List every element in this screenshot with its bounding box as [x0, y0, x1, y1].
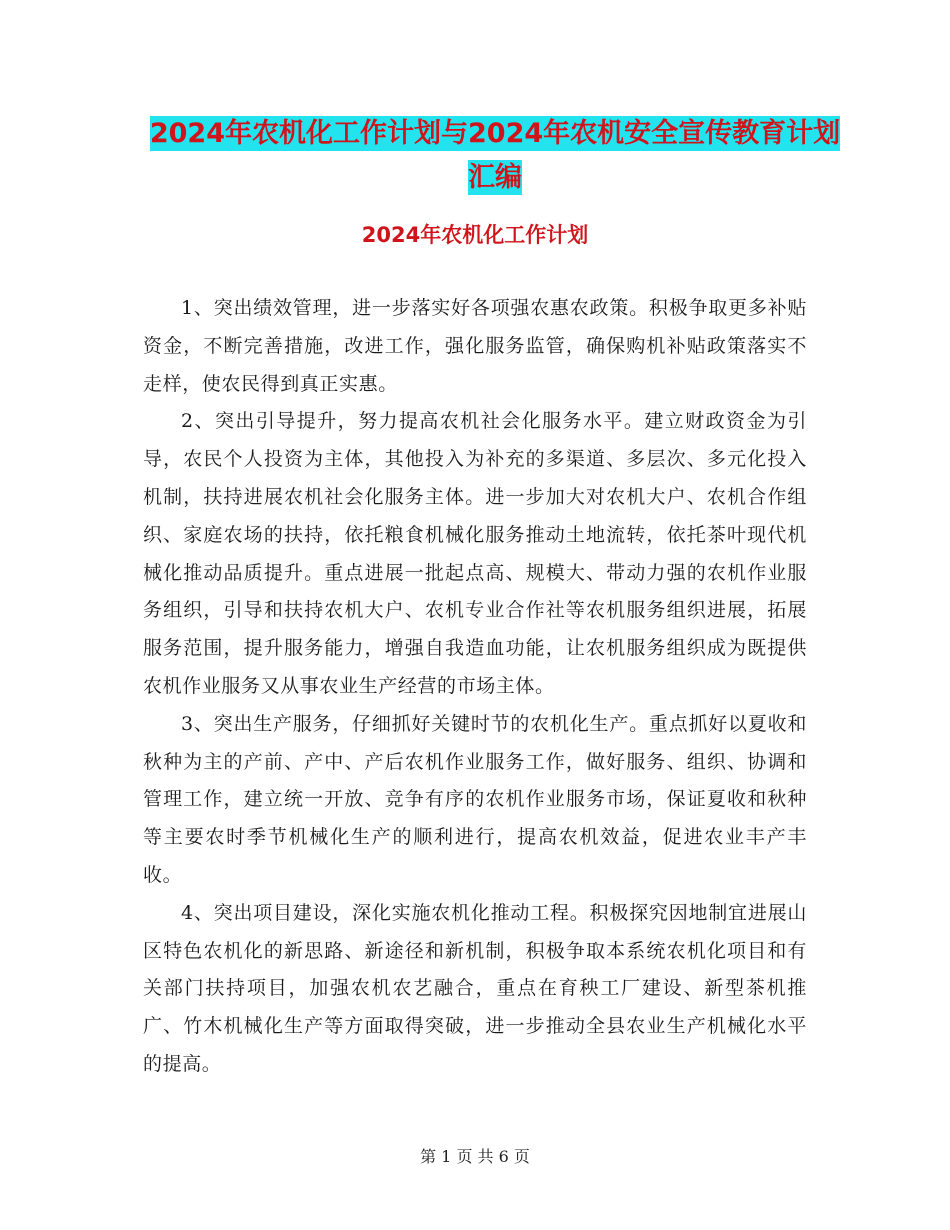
- section-title: 2024年农机化工作计划: [361, 223, 589, 247]
- paragraph-4: 4、突出项目建设，深化实施农机化推动工程。积极探究因地制宜进展山区特色农机化的新思路、新途径和新机制，积极争取本系统农机化项目和有关部门扶持项目，加强农机农艺融合，重点在育秧工厂建设、新型茶机推广、竹木机械化生产等方面取得突破，进一步推动全县农业生产机械化水平的提高。: [143, 901, 807, 1075]
- page-footer: [0, 1146, 950, 1168]
- paragraph-1: 1、突出绩效管理，进一步落实好各项强农惠农政策。积极争取更多补贴资金，不断完善措施，改进工作，强化服务监管，确保购机补贴政策落实不走样，使农民得到真正实惠。: [143, 297, 807, 395]
- document-title: [140, 112, 850, 200]
- paragraph-2: 2、突出引导提升，努力提高农机社会化服务水平。建立财政资金为引导，农民个人投资为主体，其他投入为补充的多渠道、多层次、多元化投入机制，扶持进展农机社会化服务主体。进一步加大对农机大户、农机合作组织、家庭农场的扶持，依托粮食机械化服务推动土地流转，依托茶叶现代机械化推动品质提升。重点进展一批起点高、规模大、带动力强的农机作业服务组织，引导和扶持农机大户、农机专业合作社等农机服务组织进展，拓展服务范围，提升服务能力，增强自我造血功能，让农机服务组织成为既提供农机作业服务又从事农业生产经营的市场主体。: [143, 410, 807, 697]
- page-number: 第 1 页 共 6 页: [420, 1147, 530, 1166]
- document-body: [143, 290, 807, 1084]
- document-title-text: 2024年农机化工作计划与2024年农机安全宣传教育计划汇编: [149, 118, 841, 193]
- paragraph-3: 3、突出生产服务，仔细抓好关键时节的农机化生产。重点抓好以夏收和秋种为主的产前、产中、产后农机作业服务工作，做好服务、组织、协调和管理工作，建立统一开放、竞争有序的农机作业服务市场，保证夏收和秋种等主要农时季节机械化生产的顺利进行，提高农机效益，促进农业丰产丰收。: [143, 712, 807, 886]
